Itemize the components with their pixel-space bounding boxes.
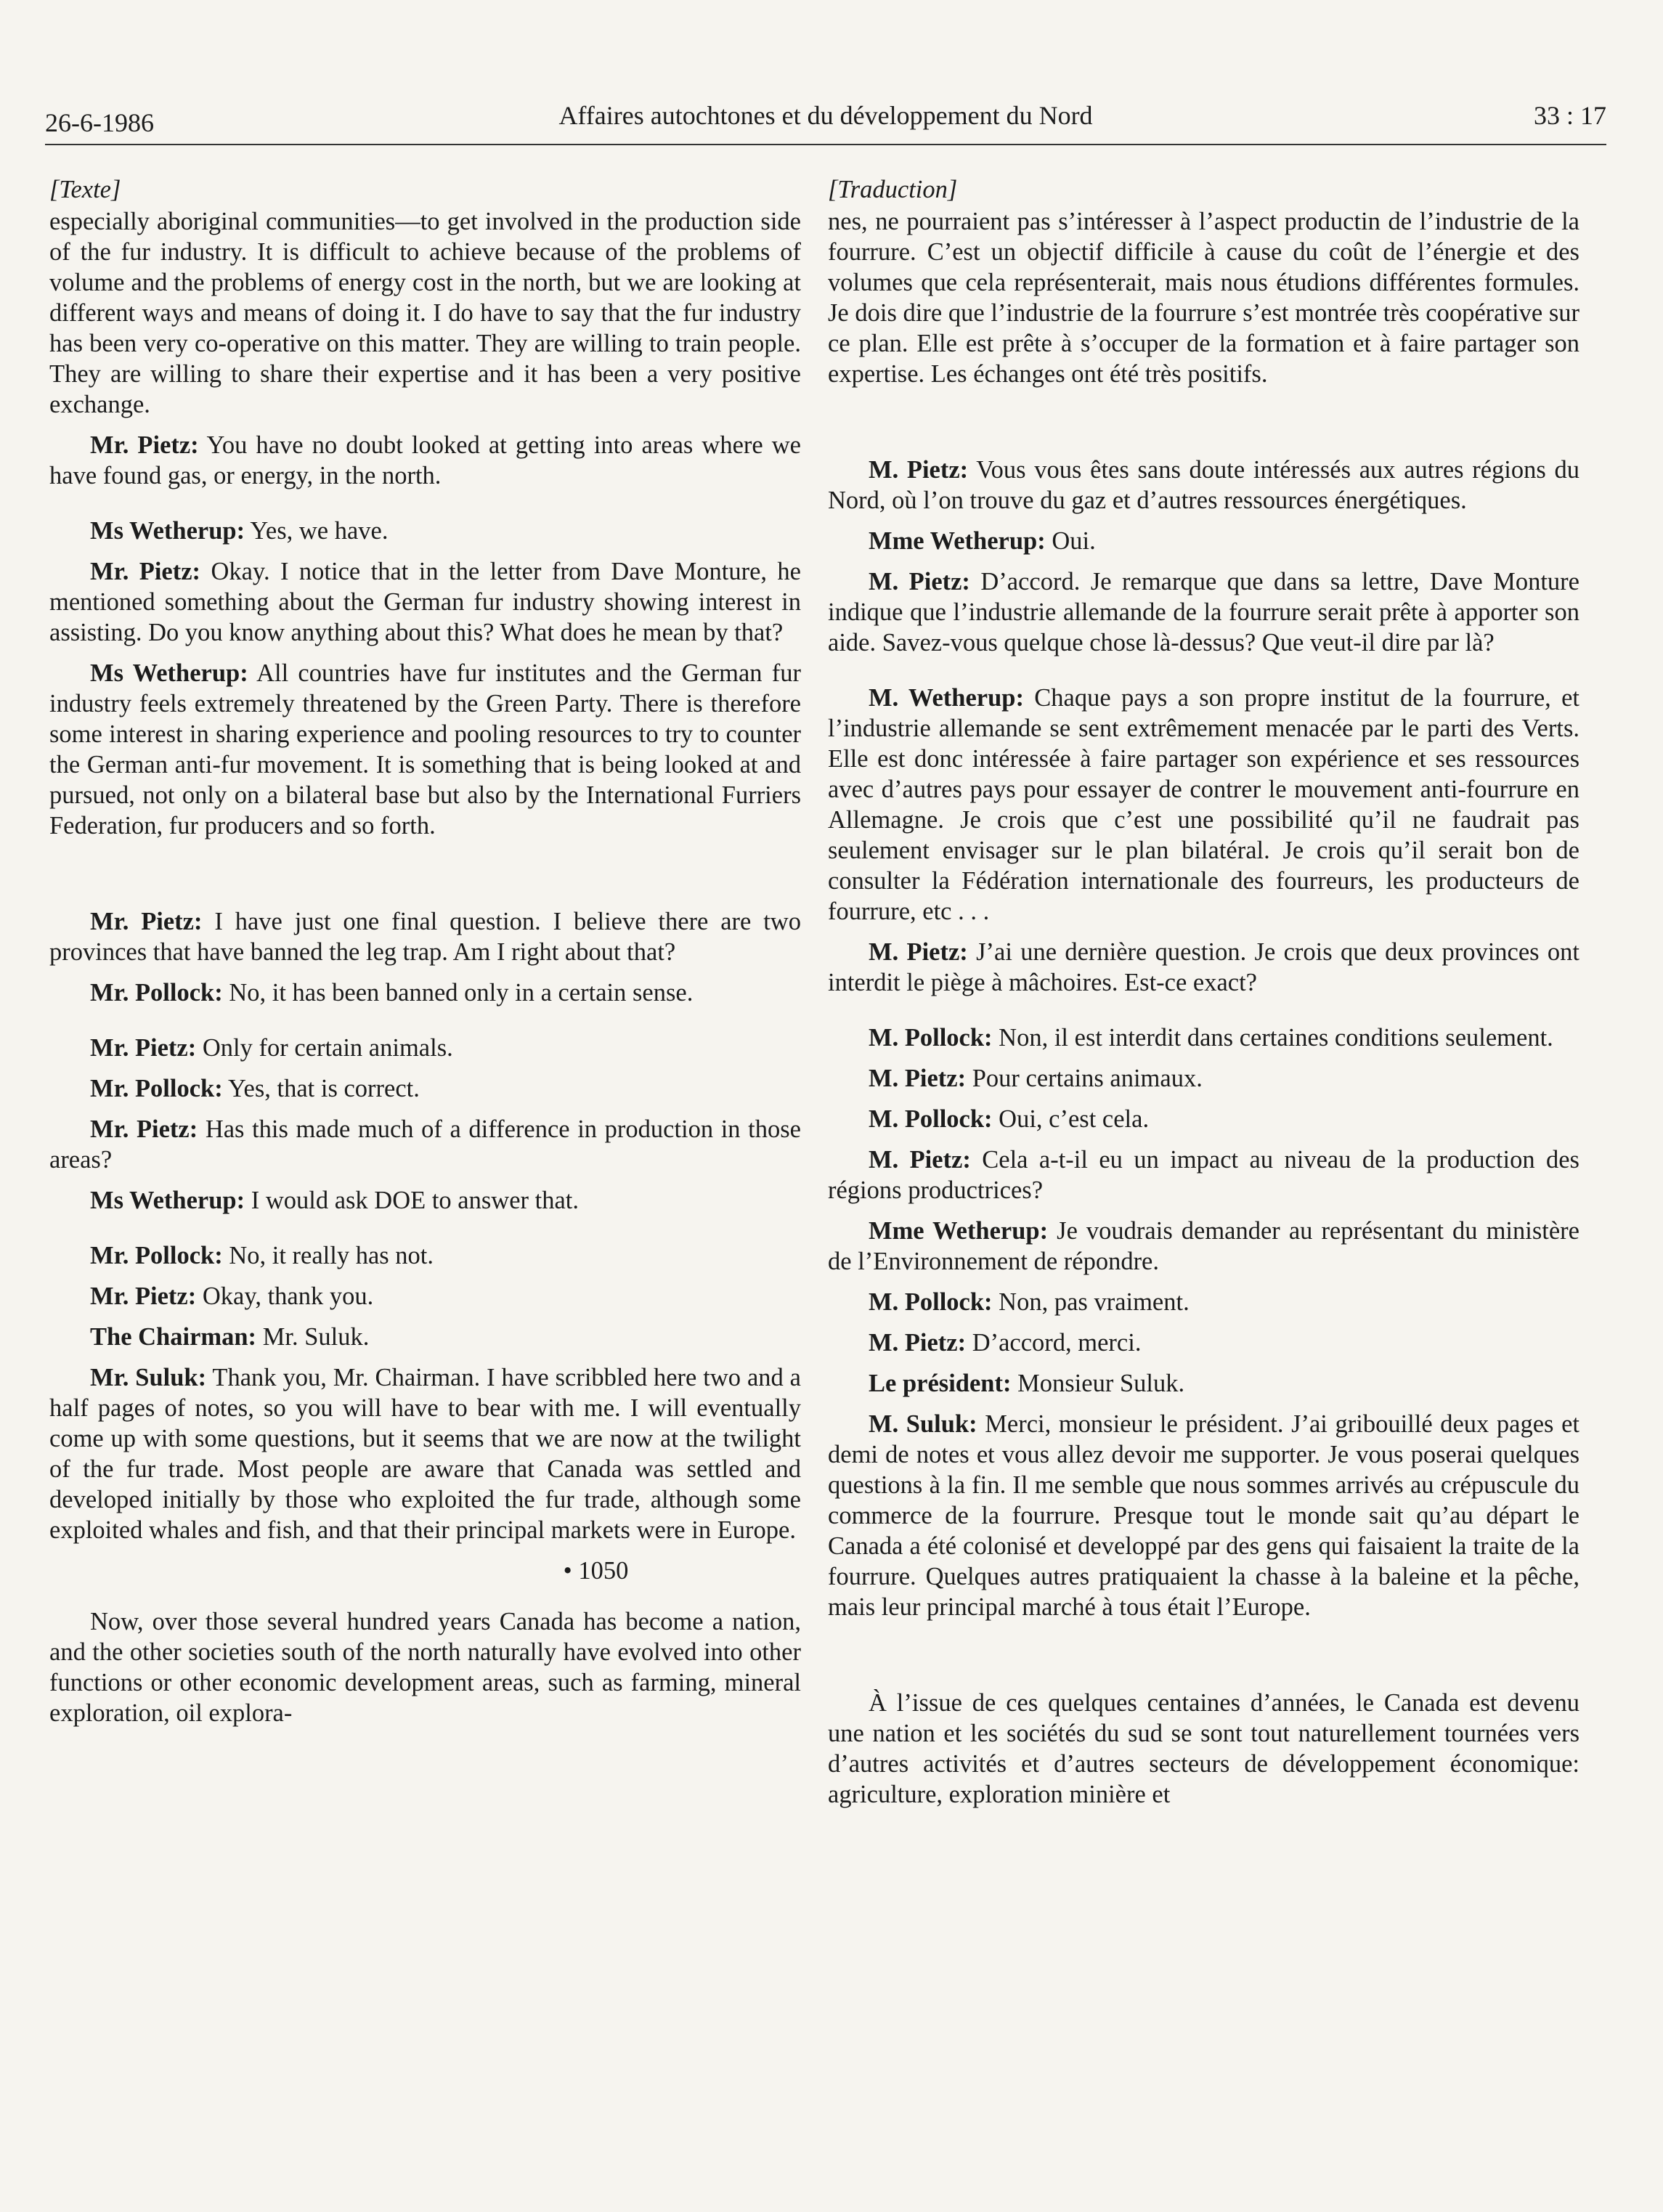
paragraph: especially aboriginal communities—to get involved in the production side of the fur industry. It is difficult to achieve because of the problems of volume and the problems of energy cost in the north, but we are looking at different ways and means of doing it. I do have to say that the fur industry has been very co-operative on this matter. They are willing to train people. They are willing to share their expertise and it has been a very positive exchange. (49, 208, 801, 418)
translation-label: [Traduction] (828, 176, 958, 203)
speech (828, 1104, 1579, 1134)
speaker: M. Pollock: (869, 1288, 993, 1316)
speech (828, 1063, 1579, 1094)
speaker: M. Pietz: (869, 1329, 967, 1357)
speech-text: Oui. (1045, 527, 1096, 555)
speech (49, 430, 801, 491)
speech-text: Yes, we have. (245, 517, 389, 545)
speaker: M. Pietz: (869, 568, 970, 595)
speaker: Ms Wetherup: (90, 517, 245, 545)
speech-text: Non, il est interdit dans certaines conditions seulement. (992, 1024, 1553, 1052)
speech (49, 1114, 801, 1175)
speech (828, 526, 1579, 556)
speaker: Mr. Pietz: (90, 908, 203, 935)
speech (828, 1409, 1579, 1622)
speech (49, 1240, 801, 1271)
speaker: Mr. Pietz: (90, 1282, 197, 1310)
speech-text: Only for certain animals. (196, 1034, 453, 1062)
speaker: M. Wetherup: (869, 684, 1024, 712)
speech (828, 1327, 1579, 1358)
speaker: Mr. Suluk: (90, 1364, 207, 1391)
speech-text: Has this made much of a difference in production in those areas? (49, 1115, 801, 1174)
speech-text: I have just one final question. I believe there are two provinces that have banned the leg trap. Am I right about that? (49, 908, 801, 966)
header-title: Affaires autochtones et du développement du Nord (558, 101, 1093, 130)
speaker: Mr. Pietz: (90, 1034, 197, 1062)
speech-text: Oui, c’est cela. (992, 1105, 1150, 1133)
page-header (45, 100, 1606, 145)
speech (49, 1033, 801, 1063)
speech (49, 1281, 801, 1312)
speech (49, 1073, 801, 1104)
speech-text: Okay. I notice that in the letter from Dave Monture, he mentioned something about the German fur industry showing interest in assisting. Do you know anything about this? What does he mean by that? (49, 558, 801, 646)
speech-text: Cela a-t-il eu un impact au niveau de la production des régions productrices? (828, 1146, 1579, 1204)
speaker: Mr. Pietz: (90, 1115, 198, 1143)
speech-text: No, it has been banned only in a certain sense. (222, 979, 694, 1007)
speech-text: J’ai une dernière question. Je crois que deux provinces ont interdit le piège à mâchoires. Est-ce exact? (828, 938, 1579, 996)
speech-text: You have no doubt looked at getting into areas where we have found gas, or energy, in the north. (49, 431, 801, 489)
speech-text: Chaque pays a son propre institut de la fourrure, et l’industrie allemande se sent extrêmement menacée par le parti des Verts. Elle est donc intéressée à faire partager son expérience et ses ressources avec d’autres pays pour essayer de contrer le mouvement anti-fourrure en Allemagne. Je crois que c’est une possibilité qu’il ne faudrait pas seulement envisager sur le plan bilatéral. Je crois qu’il serait bon de consulter la Fédération internationale des fourreurs, les producteurs de fourrure, etc . . . (828, 684, 1579, 925)
speech-text: D’accord. Je remarque que dans sa lettre, Dave Monture indique que l’industrie allemande de la fourrure serait prête à apporter son aide. Savez-vous quelque chose là-dessus? Que veut-il dire par là? (828, 568, 1579, 656)
speech-text: Okay, thank you. (196, 1282, 374, 1310)
speech (828, 455, 1579, 516)
paragraph: nes, ne pourraient pas s’intéresser à l’aspect productin de l’industrie de la fourrure. C’est un objectif difficile à cause du coût de l’énergie et des volumes que cela représenterait, mais nous étudions différentes formules. Je dois dire que l’industrie de la fourrure s’est montrée très coopérative sur ce plan. Elle est prête à s’occuper de la formation et à faire partager son expertise. Les échanges ont été très positifs. (828, 208, 1579, 388)
speech-text: Thank you, Mr. Chairman. I have scribbled here two and a half pages of notes, so you will have to bear with me. I will eventually come up with some questions, but it seems that we are now at the twilight of the fur trade. Most people are aware that Canada was settled and developed initially by those who exploited the fur trade, although some exploited whales and fish, and that their principal markets were in Europe. (49, 1364, 801, 1544)
speech-text: Vous vous êtes sans doute intéressés aux autres régions du Nord, où l’on trouve du gaz et d’autres ressources énergétiques. (828, 456, 1579, 514)
speech (49, 906, 801, 967)
speech (49, 658, 801, 841)
speaker: Mr. Pollock: (90, 1075, 223, 1102)
speaker: The Chairman: (90, 1323, 257, 1351)
speech-text: No, it really has not. (222, 1242, 434, 1269)
speech (49, 1185, 801, 1216)
time-marker: • 1050 (563, 1557, 629, 1585)
french-column (828, 174, 1579, 1810)
speaker: Mr. Pietz: (90, 431, 199, 459)
speech-text: Monsieur Suluk. (1011, 1370, 1185, 1397)
speech-text: Mr. Suluk. (256, 1323, 370, 1351)
speech-text: All countries have fur institutes and the German fur industry feels extremely threatened by the Green Party. There is therefore some interest in sharing experience and pooling resources to try to counter the German anti-fur movement. It is something that is being looked at and pursued, not only on a bilateral base but also by the International Furriers Federation, fur producers and so forth. (49, 659, 801, 839)
header-page-number: 33 : 17 (1533, 101, 1606, 130)
speech-text: D’accord, merci. (966, 1329, 1142, 1357)
speech (828, 1022, 1579, 1053)
speech (49, 977, 801, 1008)
speech (828, 566, 1579, 658)
speaker: Mme Wetherup: (869, 527, 1046, 555)
speech (828, 683, 1579, 927)
speech-text: I would ask DOE to answer that. (245, 1187, 579, 1214)
speaker: Mr. Pollock: (90, 1242, 223, 1269)
speech (49, 1362, 801, 1545)
speaker: Mme Wetherup: (869, 1217, 1049, 1245)
speech-text: Non, pas vraiment. (992, 1288, 1190, 1316)
header-date: 26-6-1986 (45, 108, 154, 137)
speaker: M. Pietz: (869, 456, 969, 484)
speech-text: Merci, monsieur le président. J’ai gribouillé deux pages et demi de notes et vous allez devoir me supporter. Je vous poserai quelques questions à la fin. Il me semble que nous sommes arrivés au crépuscule du commerce de la fourrure. Presque tout le monde sait qu’au départ le Canada a été colonisé et developpé par des gens qui faisaient la traite de la fourrure. Quelques autres pratiquaient la chasse à la baleine et la pêche, mais leur principal marché à tous était l’Europe. (828, 1410, 1579, 1621)
speaker: M. Pietz: (869, 1146, 971, 1174)
speech (828, 1144, 1579, 1205)
speaker: M. Pietz: (869, 1065, 967, 1092)
paragraph: À l’issue de ces quelques centaines d’années, le Canada est devenu une nation et les sociétés du sud se sont tout naturellement tournées vers d’autres activités et d’autres secteurs de développement économique: agriculture, exploration minière et (828, 1689, 1579, 1808)
speech-text: Yes, that is correct. (222, 1075, 420, 1102)
paragraph: Now, over those several hundred years Canada has become a nation, and the other societies south of the north naturally have evolved into other functions or other economic development areas, such as farming, mineral exploration, oil explora- (49, 1608, 801, 1727)
speaker: M. Pietz: (869, 938, 968, 966)
english-column (49, 174, 801, 1728)
speech (49, 1322, 801, 1352)
speech (828, 1216, 1579, 1277)
speaker: M. Pollock: (869, 1024, 993, 1052)
speech-text: Pour certains animaux. (966, 1065, 1203, 1092)
speaker: Mr. Pollock: (90, 979, 223, 1007)
speech-text: Je voudrais demander au représentant du ministère de l’Environnement de répondre. (828, 1217, 1579, 1275)
speaker: Mr. Pietz: (90, 558, 201, 585)
speaker: M. Pollock: (869, 1105, 993, 1133)
speech (828, 1287, 1579, 1317)
speech (828, 1368, 1579, 1399)
speaker: Ms Wetherup: (90, 659, 248, 687)
speech (828, 937, 1579, 998)
speaker: Ms Wetherup: (90, 1187, 245, 1214)
text-label: [Texte] (49, 176, 121, 203)
speech (49, 516, 801, 546)
speaker: M. Suluk: (869, 1410, 977, 1438)
speaker: Le président: (869, 1370, 1012, 1397)
speech (49, 556, 801, 648)
